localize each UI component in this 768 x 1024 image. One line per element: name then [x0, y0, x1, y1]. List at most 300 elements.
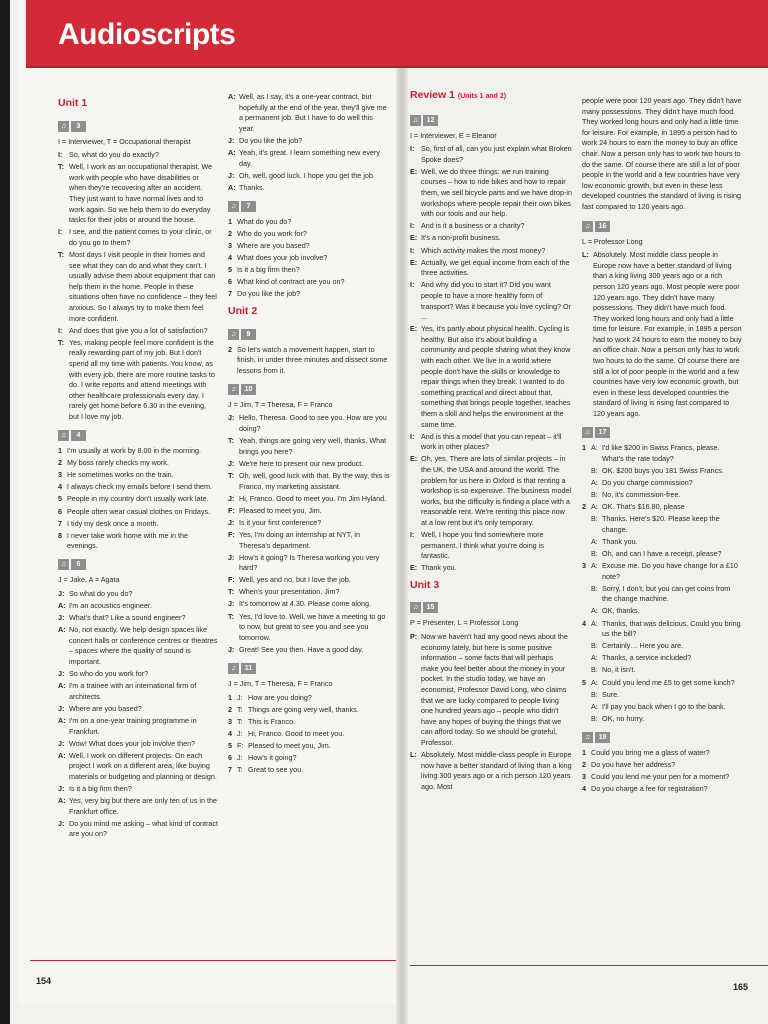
- speaker-key: J = Jim, T = Theresa, F = Franco: [228, 678, 333, 688]
- speaker-key: I = Interviewer, T = Occupational therapist: [58, 136, 191, 146]
- dialogue-line: [410, 530, 572, 562]
- line-number: 7: [228, 289, 232, 299]
- numbered-line: [228, 753, 390, 764]
- dialogue-text: Do you mind me asking – what kind of contract are you on?: [69, 818, 219, 839]
- speaker-label: E:: [410, 324, 418, 334]
- column-right-2: [582, 96, 742, 796]
- dialogue-line: [228, 645, 390, 656]
- numbered-line: [228, 289, 390, 300]
- unit-heading-text: Review 1: [410, 89, 455, 101]
- dialogue-text: It's tomorrow at 4.30. Please come along.: [239, 599, 372, 609]
- line-number: 3: [582, 561, 586, 571]
- dialogue-text: It's a non-profit business.: [421, 233, 501, 243]
- dialogue-text: Oh, yes. There are lots of similar projects – in the UK, the USA and around the world. The problem for us here in Oxford is that renting a workshop is so expensive. The business model works, but the difficulty is finding a place with a reasonable rent. We're renting this place now at a low rent but it's only temporary.: [421, 454, 572, 527]
- speaker-label: A:: [58, 601, 66, 611]
- dialogue-line: [410, 324, 572, 430]
- line-number: 2: [582, 502, 586, 512]
- dialogue-line: [228, 92, 390, 134]
- track-number: 9: [241, 329, 256, 340]
- line-number: 7: [58, 518, 62, 528]
- speaker-label: A:: [228, 92, 236, 101]
- audio-icon: ♫: [58, 559, 69, 570]
- line-number: [582, 466, 591, 477]
- dialogue-text: Well, as I say, it's a one-year contract, but hopefully at the end of the year, they'll give me a permanent job. But I have to do well this year.: [239, 92, 387, 133]
- speaker-label: E:: [410, 233, 418, 243]
- dialogue-line: [228, 553, 390, 574]
- dialogue-line: [410, 750, 572, 792]
- dialogue-text: Where are you based?: [69, 703, 142, 713]
- numbered-line: [582, 584, 742, 605]
- line-text: Thanks. Here's $20. Please keep the change.: [602, 514, 720, 534]
- column-left-1: [58, 92, 218, 842]
- bottom-rule-left: [30, 960, 396, 961]
- audio-track-label: [58, 121, 86, 132]
- dialogue-text: Actually, we get equal income from each of the three activities.: [421, 257, 570, 278]
- dialogue-line: [58, 784, 218, 795]
- line-number: [582, 514, 591, 535]
- speaker-label: T:: [58, 337, 64, 347]
- speaker-label: A:: [591, 677, 598, 687]
- line-text: Where are you based?: [237, 241, 310, 251]
- dialogue-line: [228, 506, 390, 517]
- dialogue-text: Oh, well, good luck with that. By the way, this is Franco, my marketing assistant.: [239, 470, 390, 491]
- audio-icon: ♫: [228, 663, 239, 674]
- speaker-label: A:: [58, 625, 66, 635]
- audio-track-label: [228, 384, 256, 395]
- page-number-right: 165: [733, 982, 749, 992]
- dialogue-line: [58, 227, 218, 248]
- dialogue-text: I'm on a one-year training programme in Frankfurt.: [69, 716, 197, 736]
- line-text: What do you do?: [237, 216, 292, 226]
- line-text: Thanks, that was delicious. Could you bring us the bill?: [602, 618, 741, 639]
- line-number: 5: [58, 494, 62, 504]
- speaker-label: L:: [410, 750, 417, 760]
- dialogue-text: Well, I work on different projects. On each project I work on a different area, like buying materials or budgeting and planning or design.: [69, 750, 217, 781]
- track-number: 17: [595, 427, 610, 438]
- numbered-line: [228, 705, 390, 716]
- unit-heading: [410, 90, 572, 103]
- dialogue-text: How's it going? Is Theresa working you very hard?: [239, 552, 380, 573]
- line-text: What does your job involve?: [237, 253, 328, 263]
- dialogue-text: Absolutely. Most middle class people in Europe now have a better standard of living than a king living 300 years ago or a rich person 120 years ago. Most people were poor 120 years ago. They didn't have many possessions. They didn't have much food. They worked long hours and only had a little time for leisure. For example, in 1895 a person had to work 24 hours to earn the money to buy an office chair. Now a person only has to work two hours to do the same. Of course there are still a lot of poor people in the world and a few countries have very low economic growth, but even in these less developed countries the standard of living is rising fast compared to 120 years ago.: [593, 250, 742, 419]
- audio-icon: ♫: [582, 427, 593, 438]
- speaker-label: F:: [228, 575, 235, 585]
- line-text: Sure.: [602, 689, 620, 699]
- track-number: 19: [595, 732, 610, 743]
- unit-heading: [58, 98, 218, 109]
- dialogue-line: [58, 669, 218, 680]
- dialogue-line: [228, 494, 390, 505]
- speaker-label: T:: [228, 611, 234, 621]
- speaker-label: I:: [58, 150, 63, 160]
- line-text: So let's watch a movement happen, start to finish, in under three minutes and dissect some lessons from it.: [237, 344, 388, 375]
- speaker-label: B:: [591, 713, 598, 723]
- speaker-label: B:: [591, 665, 598, 675]
- speaker-key: I = Interviewer, E = Eleanor: [410, 130, 497, 140]
- speaker-label: B:: [591, 465, 598, 475]
- dialogue-line: [58, 338, 218, 423]
- line-number: [582, 714, 591, 725]
- speaker-label: J:: [58, 669, 65, 679]
- line-text: Could you lend me £5 to get some lunch?: [602, 677, 735, 687]
- dialogue-text: Wow! What does your job involve then?: [69, 738, 196, 748]
- line-number: 6: [228, 753, 232, 762]
- speaker-label: I:: [410, 144, 415, 154]
- audio-icon: ♫: [410, 602, 421, 613]
- line-text: I never take work home with me in the evenings.: [67, 530, 189, 551]
- dialogue-text: I see, and the patient comes to your clinic, or do you go to them?: [69, 227, 212, 247]
- numbered-line: [582, 772, 742, 783]
- track-number: 7: [241, 201, 256, 212]
- line-text: OK, no hurry.: [602, 713, 645, 723]
- dialogue-text: So, first of all, can you just explain what Broken Spoke does?: [421, 144, 572, 164]
- speaker-label: J:: [237, 692, 243, 702]
- line-text: Do you charge commission?: [602, 477, 693, 487]
- numbered-line: [228, 253, 390, 264]
- dialogue-text: And does that give you a lot of satisfaction?: [69, 325, 208, 335]
- speaker-label: A:: [58, 796, 66, 806]
- numbered-line: [582, 443, 742, 464]
- line-text: My boss rarely checks my work.: [67, 458, 169, 468]
- dialogue-line: [228, 413, 390, 434]
- line-text: Excuse me. Do you have change for a £10 note?: [602, 561, 738, 581]
- line-text: Hi, Franco. Good to meet you.: [248, 728, 345, 738]
- dialogue-line: [58, 751, 218, 783]
- speaker-label: B:: [591, 514, 598, 524]
- dialogue-text: Most days I visit people in their homes and see what they can do and what they can't. I usually advise them about equipment that can help them in the home. People in these situations often have no confidence – they feel anxious. So I always try to make them feel more confident.: [69, 250, 217, 323]
- speaker-key: J = Jake, A = Agata: [58, 575, 120, 585]
- line-text: Do you charge a fee for registration?: [591, 784, 708, 794]
- line-text: Great to see you.: [248, 765, 304, 775]
- speaker-label: I:: [58, 325, 63, 335]
- dialogue-line: [58, 739, 218, 750]
- track-number: 16: [595, 221, 610, 232]
- speaker-key: L = Professor Long: [582, 236, 643, 246]
- numbered-line: [228, 693, 390, 704]
- dialogue-text: And is it a business or a charity?: [421, 221, 525, 231]
- speaker-label: T:: [237, 765, 243, 775]
- speaker-label: A:: [591, 477, 598, 487]
- speaker-label: J:: [58, 738, 65, 748]
- line-number: [582, 702, 591, 713]
- speaker-label: I:: [410, 431, 415, 441]
- numbered-line: [228, 241, 390, 252]
- audio-track-label: [582, 221, 610, 232]
- speaker-label: J:: [237, 728, 243, 738]
- track-number: 15: [423, 602, 438, 613]
- line-number: 5: [228, 265, 232, 275]
- dialogue-text: I'm an acoustics engineer.: [69, 601, 152, 611]
- track-number: 12: [423, 115, 438, 126]
- dialogue-line: [410, 632, 572, 749]
- dialogue-line: [228, 171, 390, 182]
- dialogue-line: [228, 612, 390, 644]
- dialogue-line: [228, 148, 390, 169]
- speaker-label: B:: [591, 490, 598, 499]
- speaker-key: P = Presenter, L = Professor Long: [410, 618, 519, 628]
- line-text: Do you have her address?: [591, 759, 676, 769]
- dialogue-line: [410, 233, 572, 244]
- numbered-line: [228, 729, 390, 740]
- speaker-label: T:: [228, 436, 234, 446]
- dialogue-line: [58, 625, 218, 667]
- dialogue-text: We're here to present our new product.: [239, 458, 364, 468]
- line-number: 3: [582, 772, 586, 782]
- line-number: 3: [228, 241, 232, 251]
- dialogue-text: I'm a trainee with an international firm of architects.: [69, 681, 197, 701]
- dialogue-line: [410, 167, 572, 220]
- speaker-label: J:: [228, 493, 235, 503]
- speaker-label: L:: [582, 250, 589, 260]
- dialogue-text: Yes, making people feel more confident is the really rewarding part of my job. But I don't spend all my time with patients. You know, as with every job, there are more routine tasks to do. I write reports and attend meetings with other healthcare professionals every day. I rarely get home before 6.30 in the evening, but I love my job.: [69, 337, 215, 421]
- dialogue-text: Is it your first conference?: [239, 517, 322, 527]
- line-text: How are you doing?: [248, 692, 312, 702]
- track-number: 3: [71, 121, 86, 132]
- numbered-line: [58, 531, 218, 552]
- numbered-line: [582, 502, 742, 513]
- bottom-rule-right: [410, 965, 768, 966]
- speaker-label: A:: [591, 443, 598, 453]
- line-number: 3: [228, 716, 232, 726]
- speaker-label: T:: [58, 250, 64, 260]
- line-number: 5: [228, 740, 232, 750]
- audio-track-label: [582, 427, 610, 438]
- numbered-line: [582, 665, 742, 676]
- track-number: 11: [241, 663, 256, 674]
- speaker-label: B:: [591, 583, 598, 593]
- dialogue-text: Thank you.: [421, 563, 457, 573]
- speaker-label: A:: [591, 701, 598, 711]
- line-text: No, it's commission-free.: [602, 490, 681, 499]
- line-number: 2: [582, 759, 586, 769]
- numbered-line: [228, 741, 390, 752]
- dialogue-text: Well, I work as an occupational therapist. We work with people who have disabilities or when they're recovering after an accident. They just want to have normal lives and to work again. So we help them to do everyday tasks for their jobs or around the house.: [69, 162, 213, 225]
- numbered-line: [582, 702, 742, 713]
- numbered-line: [228, 265, 390, 276]
- dialogue-text: Pleased to meet you, Jim.: [239, 505, 322, 515]
- line-text: Is it a big firm then?: [237, 265, 300, 275]
- line-number: 1: [228, 216, 232, 226]
- numbered-line: [228, 277, 390, 288]
- speaker-label: A:: [58, 750, 66, 760]
- unit-heading: [410, 580, 572, 591]
- line-number: 4: [582, 784, 586, 794]
- line-number: [582, 478, 591, 489]
- dialogue-text: Yeah, it's great. I learn something new every day.: [239, 147, 380, 168]
- dialogue-line: [58, 681, 218, 702]
- line-text: Thanks, a service included?: [602, 653, 692, 663]
- speaker-label: A:: [591, 502, 598, 512]
- speaker-label: J:: [228, 458, 235, 468]
- numbered-line: [582, 466, 742, 477]
- audio-track-label: [228, 329, 256, 340]
- line-number: 4: [582, 618, 586, 628]
- numbered-line: [228, 345, 390, 377]
- speaker-label: A:: [591, 561, 598, 571]
- numbered-line: [582, 537, 742, 548]
- line-number: [582, 606, 591, 617]
- line-text: Pleased to meet you, Jim.: [248, 740, 331, 750]
- audio-track-label: [582, 732, 610, 743]
- line-number: 1: [58, 446, 62, 456]
- line-text: I always check my emails before I send them.: [67, 482, 213, 492]
- speaker-label: I:: [410, 245, 415, 255]
- dialogue-line: [58, 150, 218, 161]
- speaker-label: I:: [410, 221, 415, 231]
- column-left-2: [228, 92, 390, 777]
- line-text: Certainly… Here you are.: [602, 641, 684, 651]
- speaker-label: B:: [591, 689, 598, 699]
- speaker-label: J:: [228, 517, 235, 527]
- numbered-line: [58, 470, 218, 481]
- line-number: [582, 653, 591, 664]
- speaker-label: A:: [591, 606, 598, 616]
- dialogue-text: Hello, Theresa. Good to see you. How are you doing?: [239, 413, 387, 434]
- line-number: 4: [58, 482, 62, 492]
- audio-track-label: [228, 201, 256, 212]
- audio-icon: ♫: [58, 121, 69, 132]
- dialogue-text: When's your presentation, Jim?: [239, 587, 340, 597]
- line-number: [582, 641, 591, 652]
- numbered-line: [582, 760, 742, 771]
- line-text: Could you lend me your pen for a moment?: [591, 772, 730, 782]
- speaker-label: A:: [228, 147, 236, 157]
- numbered-line: [582, 490, 742, 501]
- dialogue-text: Thanks.: [239, 182, 265, 192]
- line-number: 2: [228, 704, 232, 714]
- line-number: 3: [58, 470, 62, 480]
- line-text: OK. That's $16.80, please: [602, 502, 685, 512]
- numbered-line: [228, 717, 390, 728]
- dialogue-text: And is this a model that you can repeat – it'll work in other places?: [421, 431, 562, 452]
- line-text: Thank you.: [602, 536, 638, 546]
- dialogue-line: [58, 704, 218, 715]
- line-text: What kind of contract are you on?: [237, 277, 345, 287]
- numbered-line: [582, 606, 742, 617]
- speaker-label: J:: [228, 413, 235, 423]
- dialogue-line: [228, 518, 390, 529]
- audio-icon: ♫: [58, 430, 69, 441]
- line-number: [582, 549, 591, 560]
- audio-icon: ♫: [582, 221, 593, 232]
- speaker-label: J:: [228, 170, 235, 180]
- unit-heading-text: Unit 2: [228, 305, 258, 317]
- line-number: 1: [582, 443, 586, 453]
- line-text: I'll pay you back when I go to the bank.: [602, 701, 726, 711]
- numbered-line: [228, 229, 390, 240]
- unit-heading-sub: (Units 1 and 2): [457, 93, 507, 100]
- dialogue-text: Well, we do three things: we run training courses – how to ride bikes and how to repair them, we sell bicycle parts and we have drop-in workshops where people repair their own bikes with our tools and our help.: [421, 166, 573, 219]
- speaker-label: A:: [591, 618, 598, 628]
- unit-heading-text: Unit 3: [410, 578, 440, 591]
- audio-icon: ♫: [228, 201, 239, 212]
- dialogue-text: Is it a big firm then?: [69, 784, 132, 794]
- numbered-line: [582, 549, 742, 560]
- unit-heading: [228, 306, 390, 317]
- speaker-label: J:: [228, 552, 235, 562]
- dialogue-line: [58, 589, 218, 600]
- line-text: I tidy my desk once a month.: [67, 518, 159, 528]
- speaker-label: J:: [228, 135, 235, 145]
- dialogue-text: Yes, I'd love to. Well, we have a meeting to go to now, but great to see you and see you tomorrow.: [239, 611, 386, 642]
- dialogue-text: And why did you to start it? Did you want people to have a more healthy form of transport? Was it because you love cycling? Or ...: [421, 280, 571, 322]
- line-number: 4: [228, 728, 232, 738]
- audio-track-label: [410, 115, 438, 126]
- line-number: [582, 537, 591, 548]
- speaker-label: F:: [228, 505, 235, 515]
- numbered-line: [582, 619, 742, 640]
- dialogue-text: Yes, it's partly about physical health. Cycling is healthy. But also it's about building a community and people sharing what they know with each other. We live in a world where people don't have the skills or knowledge to repair things when they break. I wanted to do something practical and direct about that, something that brings people together, teaches them a skill and helps the environment at the same time.: [421, 324, 571, 429]
- line-number: 5: [582, 677, 586, 687]
- dialogue-line: [58, 326, 218, 337]
- numbered-line: [582, 678, 742, 689]
- numbered-line: [58, 446, 218, 457]
- speaker-key: J = Jim, T = Theresa, F = Franco: [228, 399, 333, 409]
- audio-icon: ♫: [410, 115, 421, 126]
- dialogue-text: Oh, well, good luck. I hope you get the job.: [239, 170, 375, 180]
- dialogue-text: So, what do you do exactly?: [69, 150, 159, 160]
- dialogue-line: [58, 819, 218, 840]
- dialogue-text: Yeah, things are going very well, thanks. What brings you here?: [239, 436, 387, 456]
- line-number: 6: [228, 277, 232, 287]
- audio-track-label: [58, 430, 86, 441]
- numbered-line: [228, 217, 390, 228]
- line-text: How's it going?: [248, 753, 297, 762]
- speaker-label: A:: [58, 681, 66, 691]
- numbered-line: [58, 507, 218, 518]
- dialogue-text: So who do you work for?: [69, 669, 149, 679]
- line-text: OK. $200 buys you 181 Swiss Francs.: [602, 465, 724, 475]
- numbered-line: [582, 690, 742, 701]
- line-number: 2: [228, 344, 232, 354]
- line-text: Do you like the job?: [237, 289, 301, 299]
- speaker-label: J:: [228, 644, 235, 654]
- line-number: 2: [58, 458, 62, 468]
- dialogue-text: Great! See you then. Have a good day.: [239, 644, 364, 654]
- numbered-line: [58, 494, 218, 505]
- speaker-label: B:: [591, 548, 598, 558]
- dialogue-line: [58, 796, 218, 817]
- line-number: [582, 490, 591, 501]
- line-text: This is Franco.: [248, 716, 296, 726]
- column-right-1: [410, 84, 572, 794]
- numbered-line: [582, 653, 742, 664]
- dialogue-line: [410, 258, 572, 279]
- book-gutter: [396, 0, 408, 1024]
- dialogue-text: Yes, I'm doing an internship at NYT, in Theresa's department.: [239, 529, 360, 550]
- line-number: 2: [228, 228, 232, 238]
- dialogue-line: [228, 436, 390, 457]
- line-number: 6: [58, 506, 62, 516]
- dialogue-line: [58, 716, 218, 737]
- line-text: I'd like $200 in Swiss Francs, please. What's the rate today?: [602, 443, 720, 463]
- dialogue-text: Which activity makes the most money?: [421, 245, 546, 255]
- speaker-label: T:: [237, 704, 243, 714]
- line-number: [582, 690, 591, 701]
- speaker-label: E:: [410, 563, 418, 573]
- dialogue-text: Now we haven't had any good news about the economy lately, but here is some positive information – some facts that will perhaps make you feel better about the money in your pocket. In the studio today, we have an economist, Professor David Long, who claims that we are lucky compared to people living one hundred years ago – people who didn't have any hopes of buying the things that we can afford today. So we should be grateful, Professor.: [421, 632, 568, 747]
- speaker-label: J:: [58, 784, 65, 794]
- speaker-label: E:: [410, 454, 418, 464]
- audio-track-label: [58, 559, 86, 570]
- line-text: People in my country don't usually work late.: [67, 494, 209, 504]
- line-text: Oh, and can I have a receipt, please?: [602, 548, 722, 558]
- line-text: No, it isn't.: [602, 665, 636, 675]
- speaker-label: T:: [58, 162, 64, 172]
- dialogue-line: [410, 563, 572, 574]
- dialogue-line: [582, 250, 742, 420]
- speaker-label: A:: [58, 716, 66, 725]
